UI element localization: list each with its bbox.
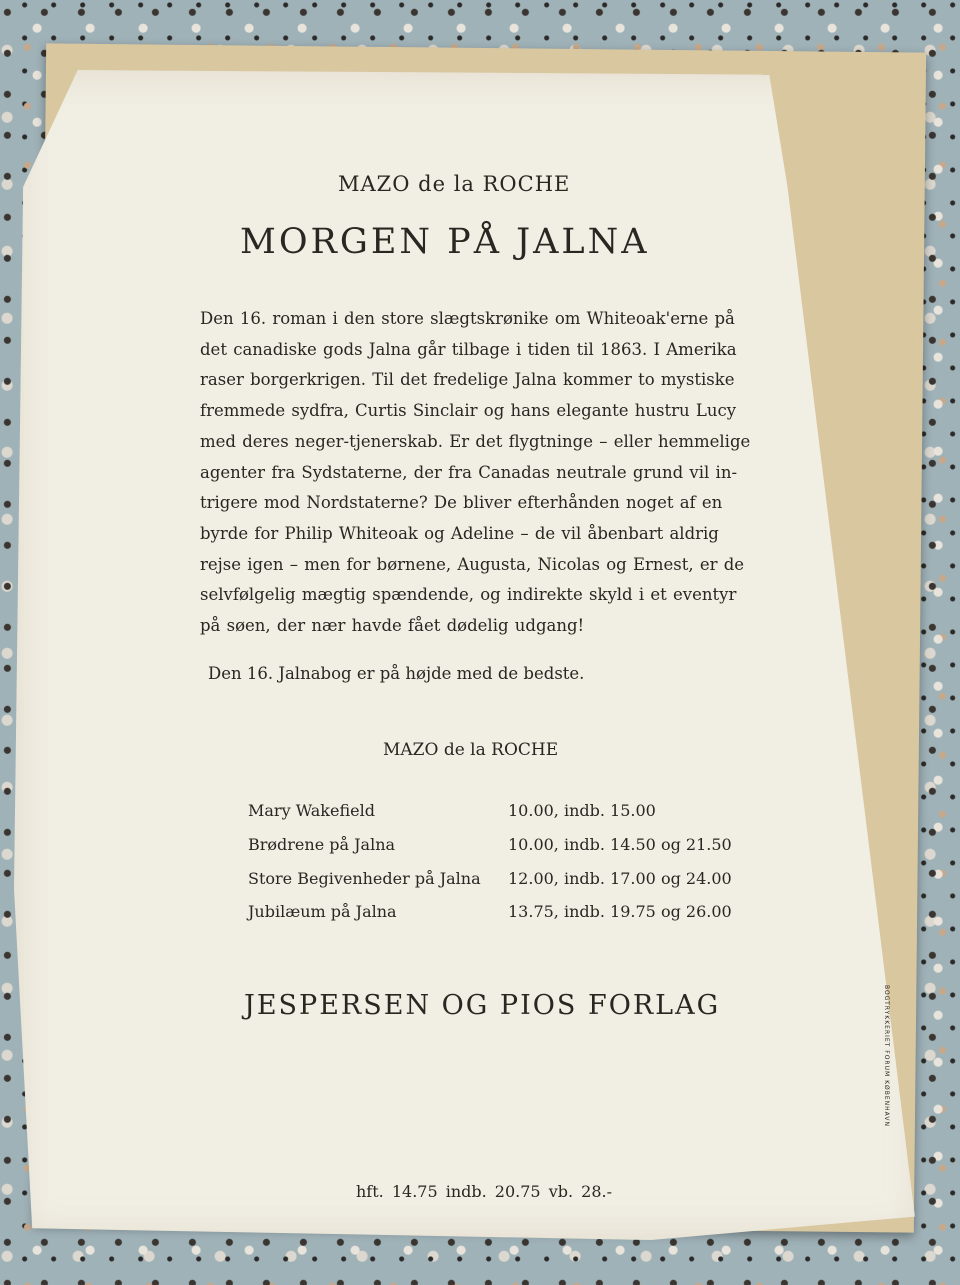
book-price: 10.00, indb. 15.00 bbox=[508, 801, 656, 821]
book-name: Jubilæum på Jalna bbox=[248, 902, 397, 922]
book-title: MORGEN PÅ JALNA bbox=[240, 222, 650, 262]
author-name: MAZO de la ROCHE bbox=[338, 172, 571, 196]
book-price: 10.00, indb. 14.50 og 21.50 bbox=[508, 835, 732, 855]
book-row bbox=[248, 828, 768, 862]
book-row bbox=[248, 895, 768, 929]
book-name: Store Begivenheder på Jalna bbox=[248, 868, 481, 888]
closing-line: Den 16. Jalnabog er på højde med de bedste. bbox=[208, 664, 585, 683]
price-line: hft. 14.75 indb. 20.75 vb. 28.- bbox=[356, 1182, 612, 1201]
book-price: 13.75, indb. 19.75 og 26.00 bbox=[508, 902, 732, 922]
description-line: trigere mod Nordstaterne? De bliver efterhånden noget af en bbox=[200, 493, 723, 513]
description-line: med deres neger-tjenerskab. Er det flygtninge – eller hemmelige bbox=[200, 431, 751, 451]
description-line: agenter fra Sydstaterne, der fra Canadas neutrale grund vil in- bbox=[200, 462, 738, 482]
description-line: byrde for Philip Whiteoak og Adeline – de vil åbenbart aldrig bbox=[200, 523, 719, 543]
book-name: Mary Wakefield bbox=[248, 801, 375, 821]
book-row bbox=[248, 861, 768, 895]
book-list bbox=[248, 794, 768, 929]
description-line: fremmede sydfra, Curtis Sinclair og hans elegante hustru Lucy bbox=[200, 401, 737, 421]
publisher-name: JESPERSEN OG PIOS FORLAG bbox=[244, 990, 721, 1021]
description-line: selvfølgelig mægtig spændende, og indirekte skyld i et eventyr bbox=[200, 585, 737, 605]
description-line: på søen, der nær havde fået dødelig udgang! bbox=[200, 616, 585, 636]
other-books-author: MAZO de la ROCHE bbox=[383, 740, 559, 760]
description-line: Den 16. roman i den store slægtskrønike om Whiteoak'erne på bbox=[200, 309, 735, 328]
description-line: rejse igen – men for børnene, Augusta, Nicolas og Ernest, er de bbox=[200, 554, 745, 574]
book-price: 12.00, indb. 17.00 og 24.00 bbox=[508, 868, 732, 888]
description bbox=[200, 304, 760, 642]
book-row bbox=[248, 794, 768, 828]
book-name: Brødrene på Jalna bbox=[248, 835, 396, 855]
printer-credit: BOGTRYKKERIET FORUM KØBENHAVN bbox=[883, 985, 890, 1127]
description-line: det canadiske gods Jalna går tilbage i tiden til 1863. I Amerika bbox=[200, 339, 737, 359]
description-line: raser borgerkrigen. Til det fredelige Jalna kommer to mystiske bbox=[200, 370, 735, 390]
